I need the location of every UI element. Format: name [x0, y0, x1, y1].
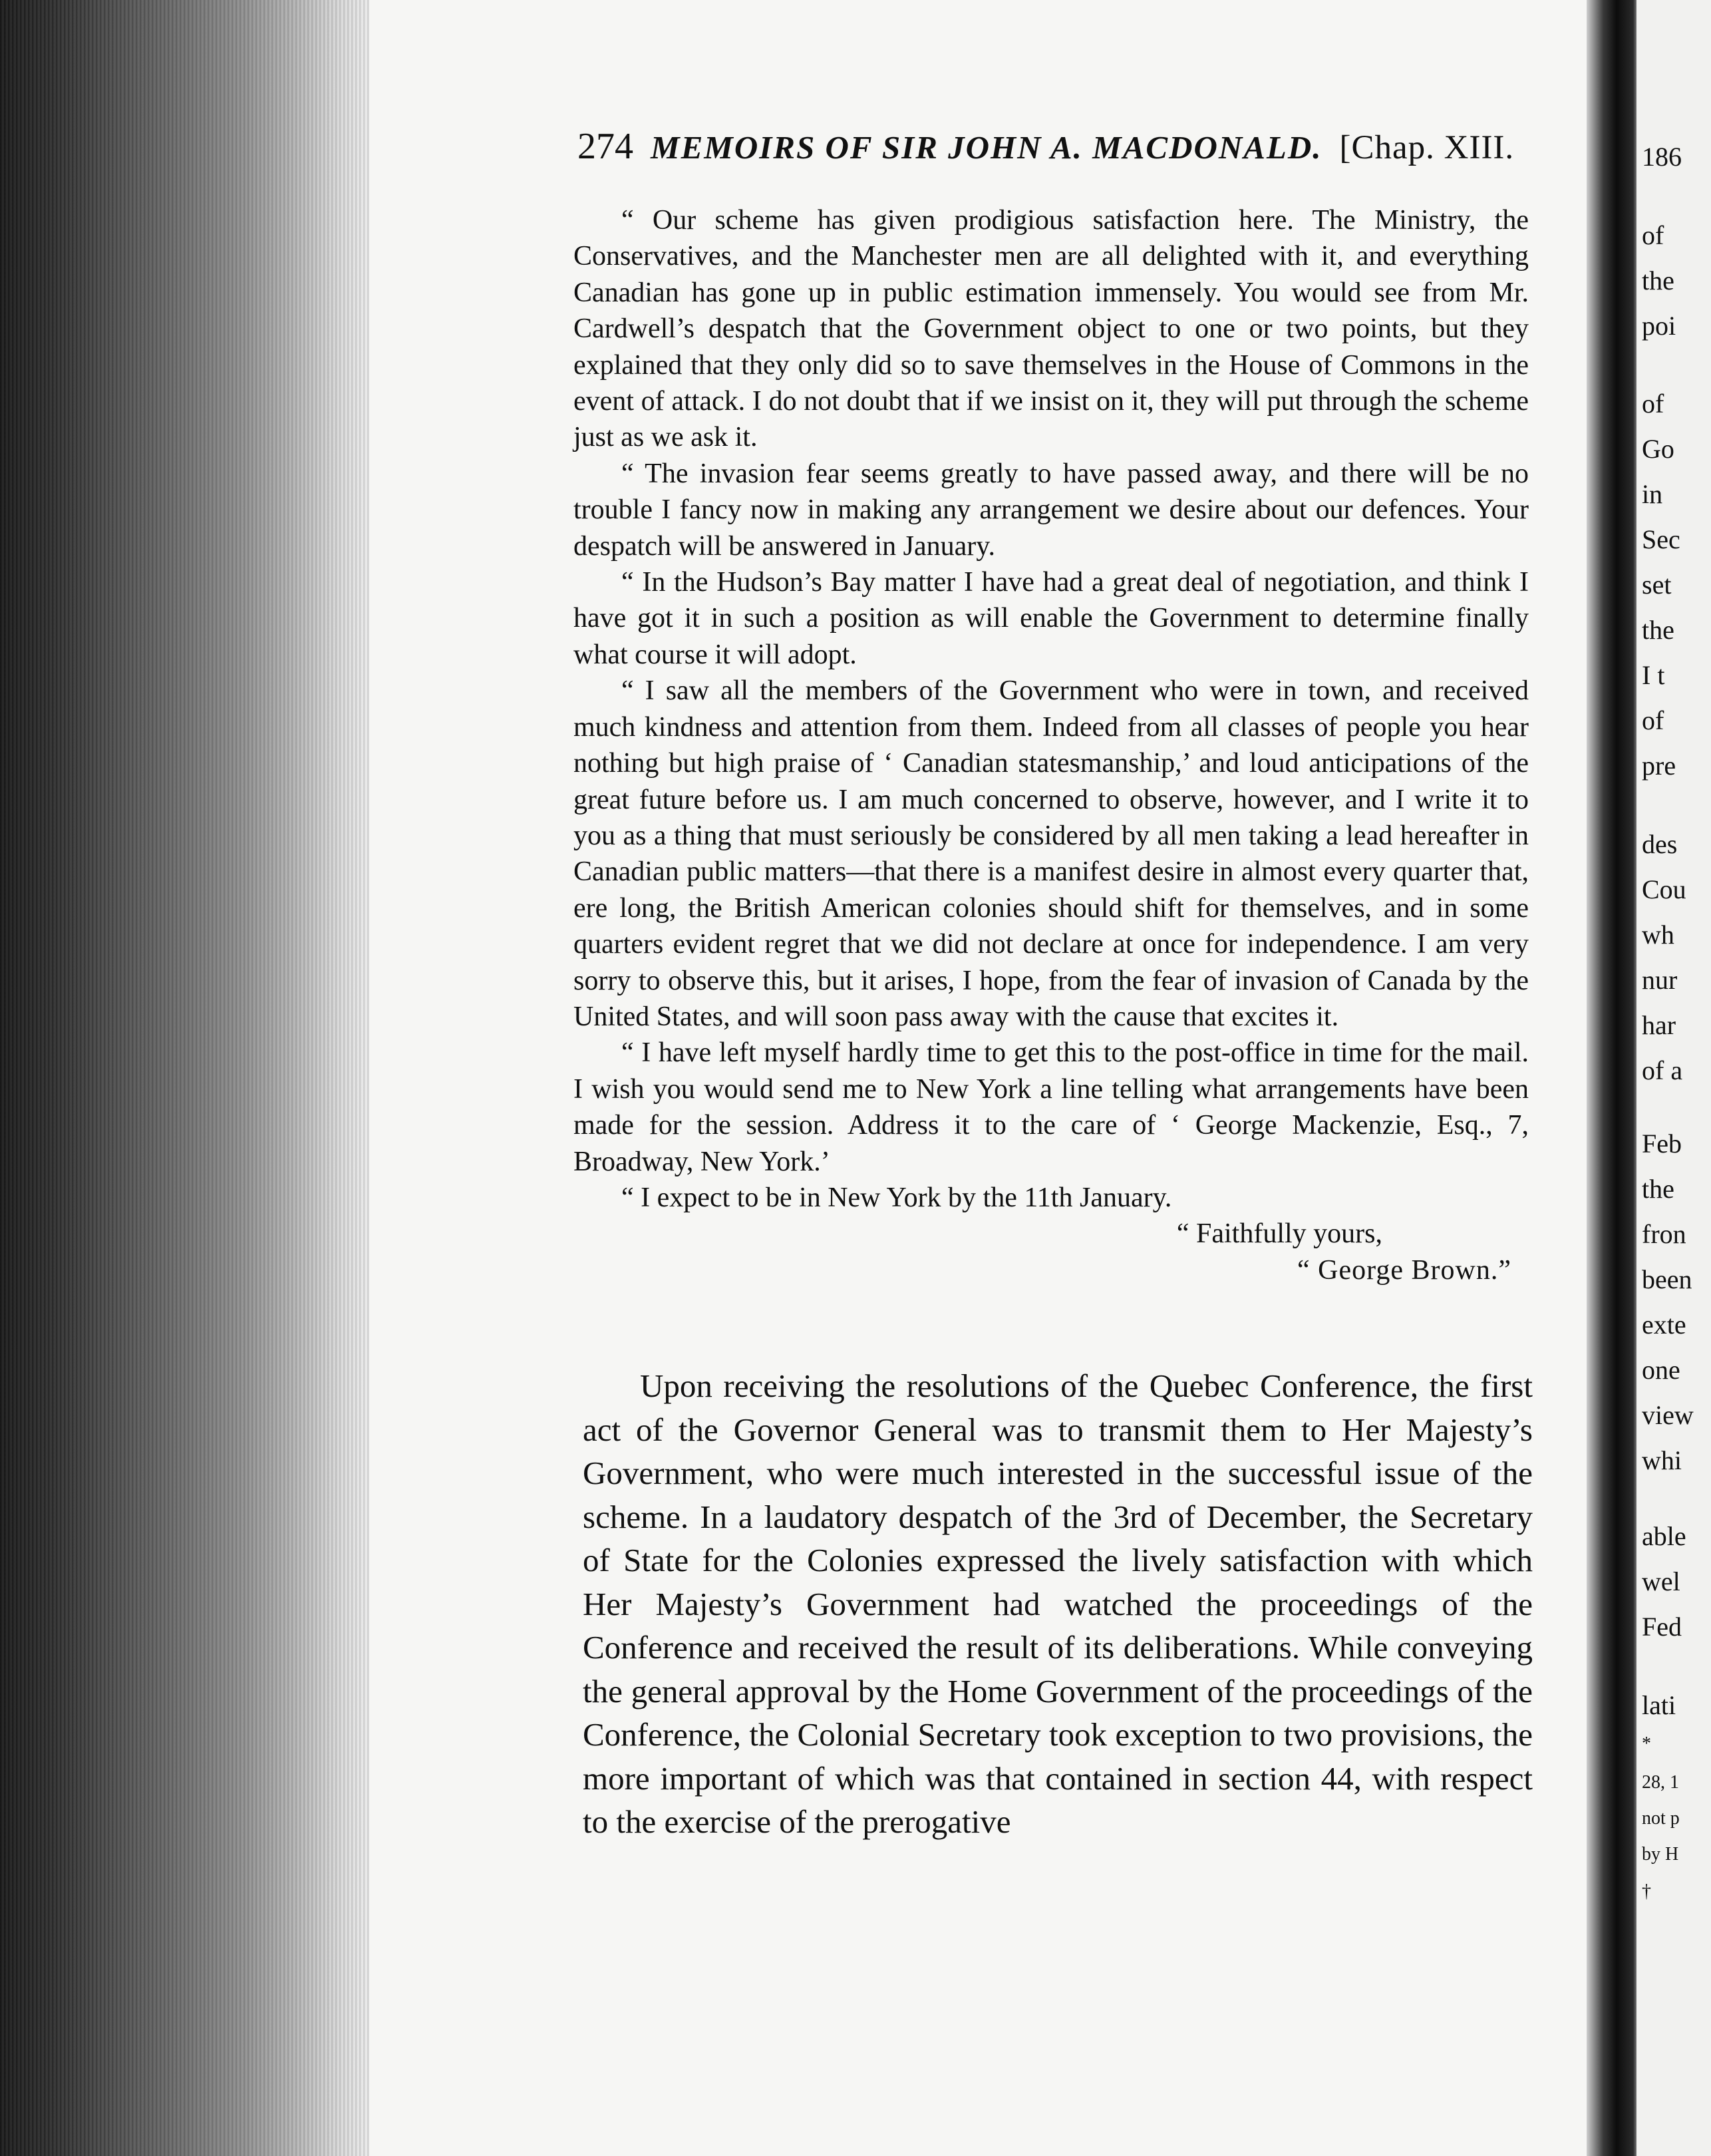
facing-page-fragment: Fed — [1642, 1612, 1682, 1642]
facing-page-fragment: nur — [1642, 965, 1678, 995]
facing-page-fragment: whi — [1642, 1445, 1682, 1475]
facing-page-fragment: 186 — [1642, 142, 1682, 172]
facing-page-fragment: set — [1642, 570, 1672, 600]
body-text — [583, 1364, 1533, 1844]
facing-page-fragment: not p — [1642, 1808, 1680, 1829]
facing-page-fragment: I t — [1642, 660, 1665, 690]
facing-page-fragment: † — [1642, 1881, 1651, 1902]
facing-page-fragment: poi — [1642, 311, 1676, 341]
facing-page-fragment: fron — [1642, 1219, 1686, 1249]
letter-closing: “ Faithfully yours, — [1176, 1218, 1382, 1250]
facing-page-fragment: the — [1642, 615, 1674, 645]
facing-page-fragment: of — [1642, 220, 1664, 250]
letter-signature: “ George Brown.” — [1297, 1254, 1511, 1286]
book-fore-edge — [0, 0, 379, 2156]
facing-page-fragment: by H — [1642, 1844, 1679, 1865]
facing-page-fragment: able — [1642, 1521, 1686, 1551]
facing-page-fragment: Feb — [1642, 1129, 1682, 1159]
facing-page-fragment: 28, 1 — [1642, 1772, 1679, 1793]
facing-page-fragment: of a — [1642, 1055, 1683, 1085]
page-number: 274 — [577, 126, 633, 167]
book-gutter — [1587, 0, 1640, 2156]
facing-page-fragment: har — [1642, 1010, 1676, 1040]
facing-page-fragment: in — [1642, 479, 1663, 509]
body-paragraph: Upon receiving the resolutions of the Quebec Conference, the first act of the Governor General was to transmit them to Her Majesty’s Government, who were much interested in the successful issue of the scheme. In a laudatory despatch of the 3rd of December, the Secretary of State for the Colonies expressed the lively satisfaction with which Her Majesty’s Government had watched the proceedings of the Conference and received the result of its deliberations. While conveying the general approval by the Home Government of the proceedings of the Conference, the Colonial Secretary took exception to two provisions, the more important of which was that contained in section 44, with respect to the exercise of the prerogative — [583, 1367, 1533, 1840]
facing-page-fragment: one — [1642, 1355, 1680, 1385]
facing-page-fragment: exte — [1642, 1310, 1686, 1340]
letter-paragraph: “ I expect to be in New York by the 11th January. — [621, 1182, 1172, 1213]
facing-page-fragment: wel — [1642, 1566, 1680, 1596]
running-head — [577, 126, 1535, 168]
letter-paragraph: “ Our scheme has given prodigious satisfaction here. The Ministry, the Conservatives, and the Manchester men are all delighted with it, and everything Canadian has gone up in public estimation immensely. You would see from Mr. Cardwell’s despatch that the Government object to one or two points, but they explained that they only did so to save themselves in the House of Commons in the event of attack. I do not doubt that if we insist on it, they will put through the scheme just as we ask it. — [573, 205, 1529, 453]
facing-page-fragment: des — [1642, 829, 1678, 859]
facing-page-fragment: Cou — [1642, 874, 1686, 904]
letter-paragraph: “ The invasion fear seems greatly to have passed away, and there will be no trouble I fancy now in making any arrangement we desire about our defences. Your despatch will be answered in January. — [573, 458, 1529, 562]
chapter-label: [Chap. XIII. — [1339, 129, 1515, 166]
facing-page-fragment: pre — [1642, 751, 1676, 781]
facing-page-fragment: * — [1642, 1733, 1651, 1754]
facing-page-fragment: of — [1642, 705, 1664, 735]
book-title: MEMOIRS OF SIR JOHN A. MACDONALD. — [651, 129, 1322, 166]
facing-page-fragment: view — [1642, 1400, 1694, 1430]
facing-page-fragment: lati — [1642, 1690, 1676, 1720]
facing-page-fragment: Sec — [1642, 524, 1680, 554]
facing-page-fragment: of — [1642, 389, 1664, 419]
facing-page-fragment: Go — [1642, 434, 1674, 464]
facing-page-fragment: been — [1642, 1264, 1692, 1294]
letter-paragraph: “ In the Hudson’s Bay matter I have had a great deal of negotiation, and think I have got it in such a position as will enable the Government to determine finally what course it will adopt. — [573, 567, 1529, 670]
facing-page-fragment: the — [1642, 1174, 1674, 1204]
quoted-letter — [573, 202, 1529, 1288]
facing-page-fragment: the — [1642, 266, 1674, 295]
letter-paragraph: “ I have left myself hardly time to get this to the post-office in time for the mail. I wish you would send me to New York a line telling what arrangements have been made for the session. Address it to the care of ‘ George Mackenzie, Esq., 7, Broadway, New York.’ — [573, 1037, 1529, 1177]
letter-paragraph: “ I saw all the members of the Government who were in town, and received much kindness and attention from them. Indeed from all classes of people you hear nothing but high praise of ‘ Canadian statesmanship,’ and loud anticipations of the great future before us. I am much concerned to observe, however, and I write it to you as a thing that must seriously be considered by all men taking a lead hereafter in Canadian public matters—that there is a manifest desire in almost every quarter that, ere long, the British American colonies should shift for themselves, and in some quarters evident regret that we did not declare at once for independence. I am very sorry to observe this, but it arises, I hope, from the fear of invasion of Canada by the United States, and will soon pass away with the cause that excites it. — [573, 675, 1529, 1032]
facing-page-fragment: wh — [1642, 920, 1674, 950]
letter-signoff — [573, 1216, 1529, 1288]
